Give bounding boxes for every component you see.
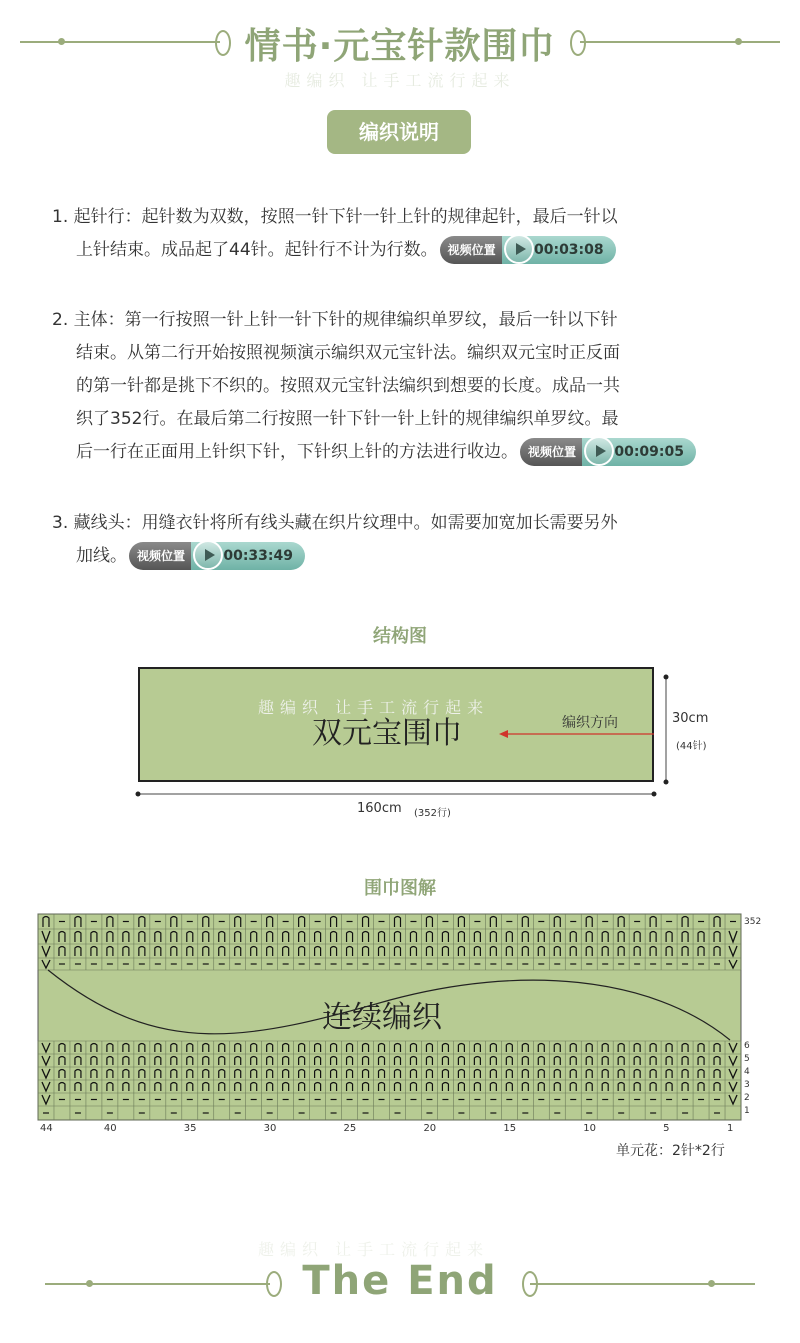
section-badge: 编织说明 [327,110,471,154]
row-label: 2 [744,1093,750,1103]
row-label: 4 [744,1067,750,1077]
row-label: 5 [744,1054,750,1064]
step-2-line-3: 的第一针都是挑下不织的。按照双元宝针法编织到想要的长度。成品一共 [76,376,620,396]
column-label: 1 [727,1123,734,1134]
diagram-watermark: 趣编织 让手工流行起来 [258,698,490,717]
step-1-line-2: 上针结束。成品起了44针。起针行不计为行数。 视频位置 00:03:08 [52,234,752,267]
chart-title: 围巾图解 [364,878,436,899]
video-position-button[interactable]: 视频位置 00:09:05 [520,437,698,467]
column-label: 40 [103,1123,117,1134]
step-2-line-4: 织了352行。在最后第二行按照一针下针一针上针的规律编织单罗纹。最 [76,409,619,429]
step-1-line-1: 1. 起针行：起针数为双数，按照一针下针一针上针的规律起针，最后一针以 [52,207,618,227]
structure-title: 结构图 [373,626,427,647]
video-position-button[interactable]: 视频位置 00:03:08 [440,235,618,265]
page-subtitle-watermark: 趣编织 让手工流行起来 [284,71,516,90]
height-stitches-label: (44针) [676,741,707,752]
row-label: 6 [744,1041,750,1051]
footer-watermark: 趣编织 让手工流行起来 [258,1240,490,1259]
step-3-line-1: 3. 藏线头：用缝衣针将所有线头藏在织片纹理中。如需要加宽加长需要另外 [52,513,618,533]
step-2-line-1: 2. 主体：第一行按照一针上针一针下针的规律编织单罗纹，最后一针以下针 [52,310,618,330]
scarf-name: 双元宝围巾 [312,716,462,751]
the-end-text: The End [302,1258,498,1304]
width-label: 160cm [357,801,402,816]
width-rows-label: (352行) [414,808,451,819]
column-label: 10 [583,1123,596,1134]
column-label: 44 [39,1123,53,1134]
column-label: 35 [183,1123,197,1134]
column-label: 5 [663,1123,670,1134]
row-label-top: 352 [744,917,762,927]
step-2-line-2: 结束。从第二行开始按照视频演示编织双元宝针法。编织双元宝时正反面 [76,343,620,363]
knit-direction-label: 编织方向 [562,715,618,731]
row-label: 1 [744,1106,750,1116]
height-label: 30cm [672,711,709,726]
step-2-line-5: 后一行在正面用上针织下针，下针织上针的方法进行收边。 视频位置 00:09:05 [52,436,752,469]
continuous-knitting-label: 连续编织 [322,1000,442,1035]
column-label: 25 [343,1123,357,1134]
unit-note: 单元花：2针*2行 [616,1143,725,1159]
column-label: 20 [423,1123,437,1134]
row-label: 3 [744,1080,750,1090]
column-label: 30 [263,1123,277,1134]
column-label: 15 [503,1123,517,1134]
step-3-line-2: 加线。 视频位置 00:33:49 [52,540,752,573]
video-position-button[interactable]: 视频位置 00:33:49 [129,541,307,571]
page-title: 情书·元宝针款围巾 [244,26,556,67]
